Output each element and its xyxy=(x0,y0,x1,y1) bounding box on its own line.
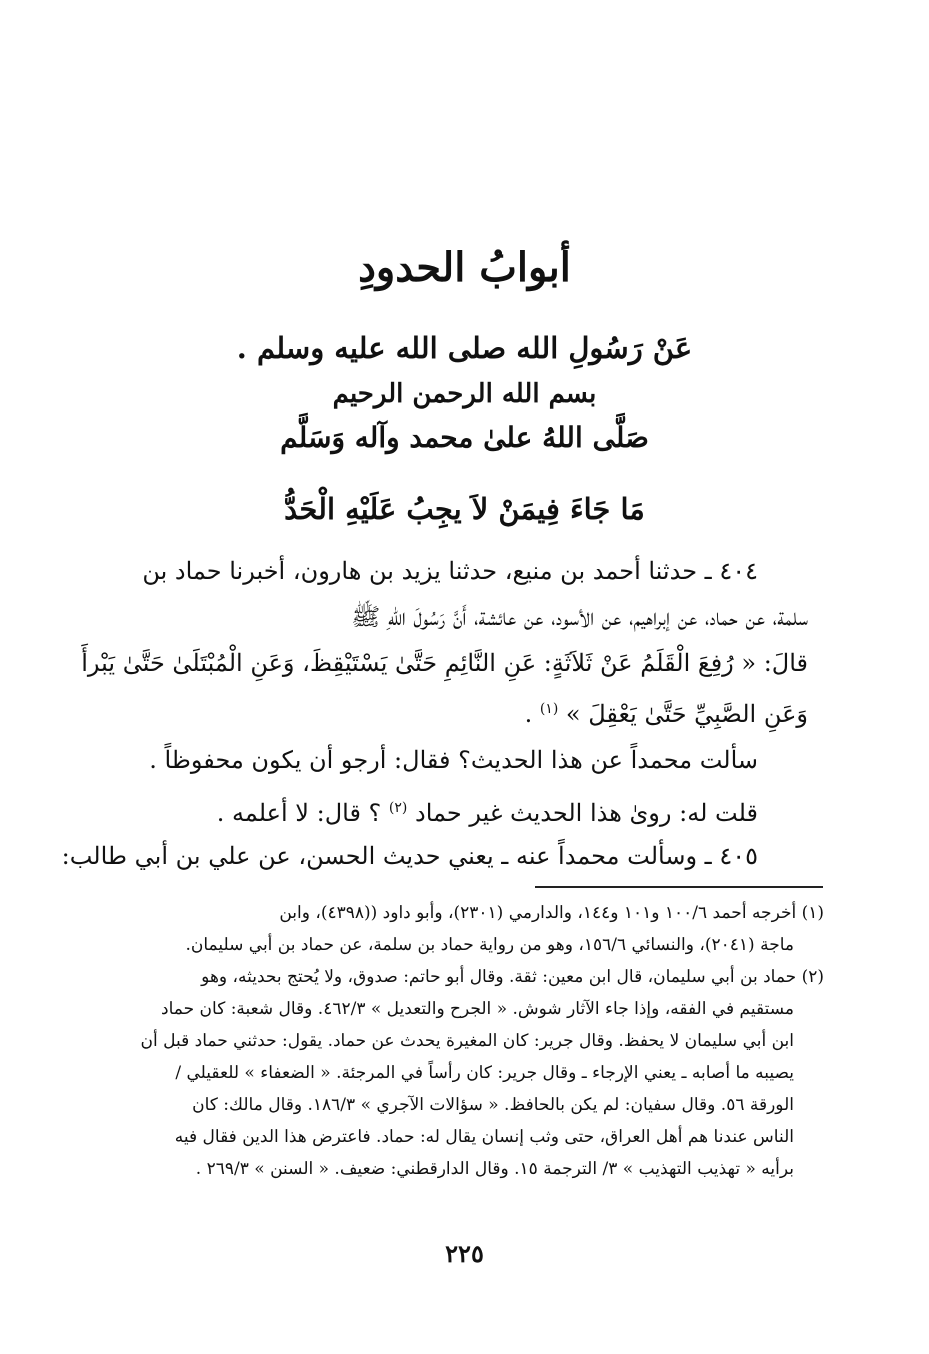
hadith-404-paragraph xyxy=(81,548,808,737)
footnote-2-line-4: يصيبه ما أصابه ـ يعني الإرجاء ـ وقال جرير: كان رأساً في المرجئة. « الضعفاء » للعقيلي / xyxy=(175,1063,794,1083)
page-title: أبوابُ الحدودِ xyxy=(358,244,571,291)
footnote-2-line-1: (٢) حماد بن أبي سليمان، قال ابن معين: ثقة. وقال أبو حاتم: صدوق، ولا يُحتج بحديثه، وهو xyxy=(201,967,824,987)
question-1-paragraph xyxy=(130,737,808,783)
footnote-2-line-3: ابن أبي سليمان لا يحفظ. وقال جرير: كان المغيرة يحدث عن حماد. يقول: حدثني حماد قبل أن xyxy=(140,1031,794,1051)
footnote-2-line-5: الورقة ٥٦. وقال سفيان: لم يكن بالحافظ. « سؤالات الآجري » ١٨٦/٣. وقال مالك: كان xyxy=(192,1095,794,1115)
footnote-2-line-2: مستقيم في الفقه، وإذا جاء الآثار شوش. « الجرح والتعديل » ٤٦٢/٣. وقال شعبة: كان حماد xyxy=(161,999,794,1019)
hadith-404-line-3: قالَ: « رُفِعَ الْقَلَمُ عَنْ ثَلاَثَةٍ: عَنِ النَّائِمِ حَتَّىٰ يَسْتَيْقِظَ، وَعَنِ الْمُبْتَلَىٰ حَتَّىٰ يَبْرأَ xyxy=(81,649,808,677)
question-2-paragraph xyxy=(130,785,808,836)
hadith-404-line-4-end: . xyxy=(524,700,540,728)
chapter-heading: مَا جَاءَ فِيمَنْ لاَ يجِبُ عَلَيْهِ الْحَدُّ xyxy=(284,492,645,526)
footnote-marker-2: (٢) xyxy=(388,800,408,816)
hadith-404-line-1: ٤٠٤ ـ حدثنا أحمد بن منيع، حدثنا يزيد بن هارون، أخبرنا حماد بن xyxy=(142,557,758,585)
footnote-2-line-6: الناس عندنا هم أهل العراق، حتى وثب إنسان يقال له: حماد. فاعترض هذا الدين فقال فيه xyxy=(174,1127,794,1147)
hadith-405-paragraph xyxy=(61,833,808,879)
page-number: ٢٢٥ xyxy=(445,1239,484,1268)
footnote-marker-1: (١) xyxy=(539,701,559,717)
footnote-1-line-1: (١) أخرجه أحمد ١٠٠/٦ و١٠١ و١٤٤، والدارمي (٢٣٠١)، وأبو داود ((٤٣٩٨)، وابن xyxy=(279,903,824,923)
question-2-text: قلت له: رویٰ هذا الحديث غير حماد xyxy=(407,799,758,827)
hadith-404-line-2: سلمة، عن حماد، عن إبراهيم، عن الأسود، عن عائشة، أَنَّ رَسُولَ اللهِ ﷺ xyxy=(351,603,808,631)
hadith-405-line-1: ٤٠٥ ـ وسألت محمداً عنه ـ يعني حديث الحسن، عن علي بن أبي طالب: xyxy=(61,842,758,870)
footnote-2-line-7: برأيه « تهذيب التهذيب » ٣/ الترجمة ١٥. وقال الدارقطني: ضعيف. « السنن » ٢٦٩/٣ . xyxy=(195,1159,794,1179)
footnote-1-line-2: ماجة (٢٠٤١)، والنسائي ١٥٦/٦، وهو من رواية حماد بن سلمة، عن حماد بن أبي سليمان. xyxy=(185,935,794,955)
subheading-line-3: صَلَّى اللهُ علىٰ محمد وآله وَسَلَّم xyxy=(280,421,649,454)
question-1-text: سألت محمداً عن هذا الحديث؟ فقال: أرجو أن يكون محفوظاً . xyxy=(149,746,758,774)
subheading-line-1: عَنْ رَسُولِ الله صلى الله عليه وسلم . xyxy=(236,331,693,365)
footnotes-block xyxy=(130,897,824,1185)
footnote-separator xyxy=(535,886,823,888)
hadith-404-line-4-text: وَعَنِ الصَّبِيِّ حَتَّىٰ يَعْقِلَ » xyxy=(558,700,808,728)
subheading-line-2: بسم الله الرحمن الرحيم xyxy=(332,379,597,409)
question-2-end: ؟ قال: لا أعلمه . xyxy=(216,799,389,827)
question-2-line xyxy=(130,785,808,836)
hadith-404-line-4 xyxy=(130,686,808,737)
